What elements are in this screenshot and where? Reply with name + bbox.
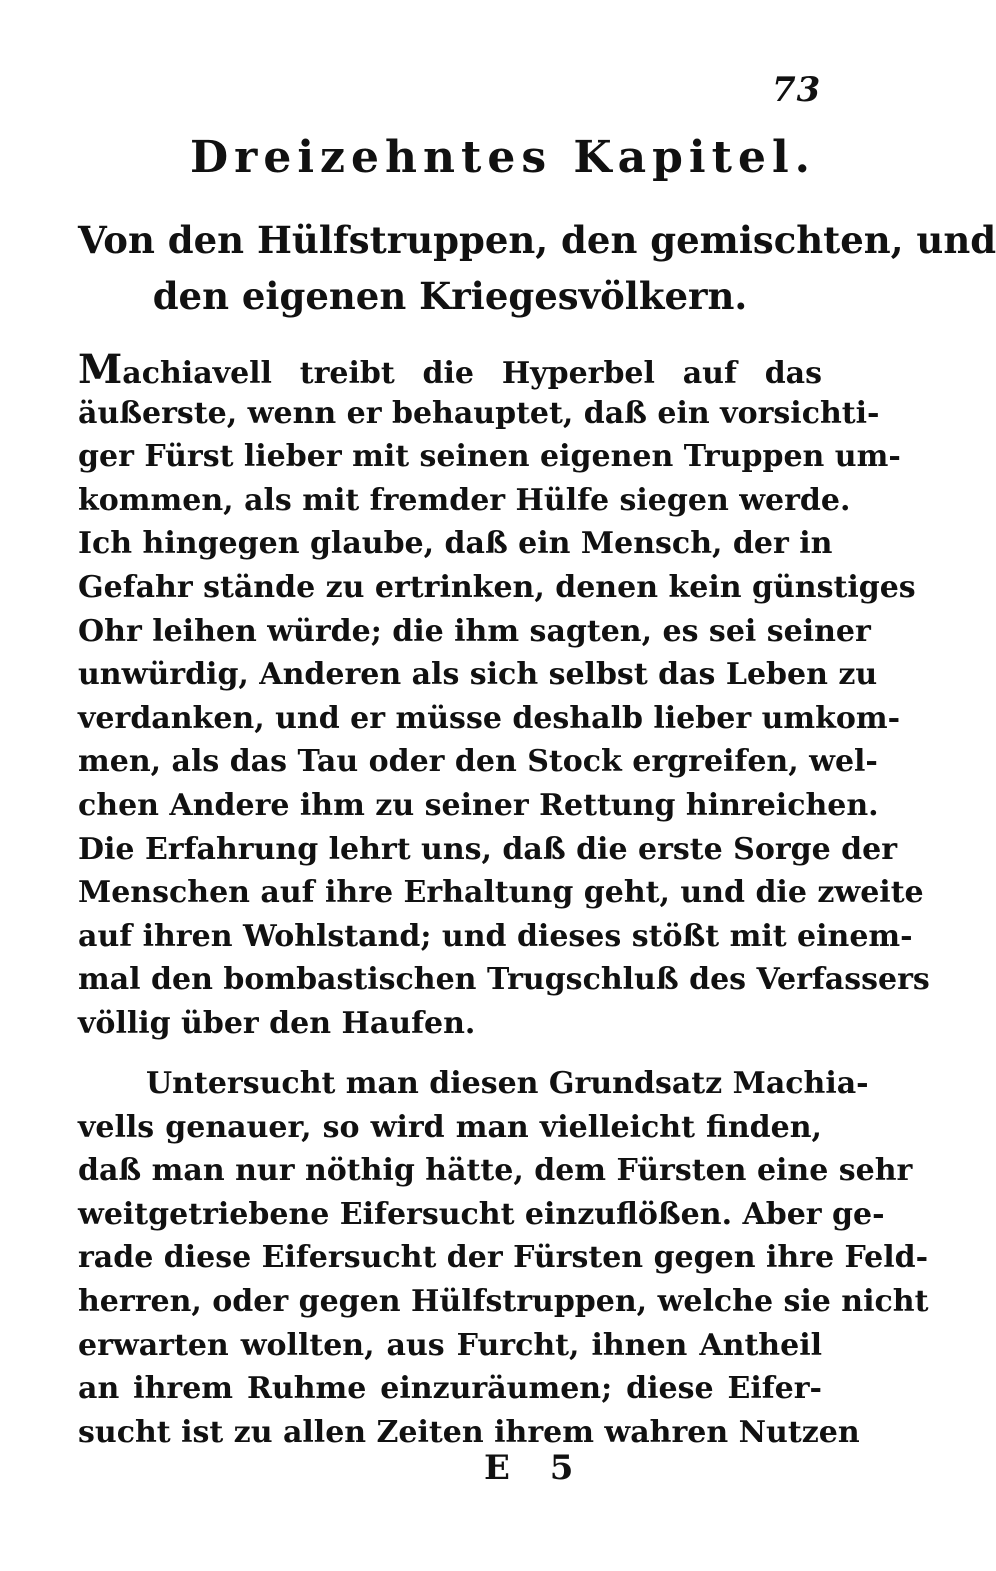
text-line: äußerste, wenn er behauptet, daß ein vorsichti-: [78, 395, 880, 431]
text-line: Ich hingegen glaube, daß ein Mensch, der in: [78, 526, 833, 562]
text-line: vells genauer, so wird man vielleicht finden,: [78, 1109, 822, 1145]
subtitle-line: Von den Hülfstruppen, den gemischten, und: [78, 218, 996, 262]
text-line: rade diese Eifersucht der Fürsten gegen ihre Feld-: [78, 1240, 929, 1276]
page-number: 73: [772, 70, 822, 110]
text-line: Machiavell treibt die Hyperbel auf das: [78, 346, 822, 393]
text-line: Gefahr stände zu ertrinken, denen kein günstiges: [78, 569, 916, 605]
text-line: erwarten wollten, aus Furcht, ihnen Antheil: [78, 1327, 822, 1363]
text-line: mal den bombastischen Trugschluß des Verfassers: [78, 962, 930, 998]
text-line: an ihrem Ruhme einzuräumen; diese Eifer-: [78, 1371, 822, 1407]
text-line: völlig über den Haufen.: [78, 1005, 476, 1041]
text-line: weitgetriebene Eifersucht einzuflößen. Aber ge-: [78, 1196, 885, 1232]
paragraph-1: [78, 346, 930, 1046]
text-line: sucht ist zu allen Zeiten ihrem wahren Nutzen: [78, 1414, 860, 1450]
text-line: Untersucht man diesen Grundsatz Machia-: [146, 1066, 869, 1101]
text-line: herren, oder gegen Hülfstruppen, welche sie nicht: [78, 1283, 929, 1319]
text-line: chen Andere ihm zu seiner Rettung hinreichen.: [78, 787, 879, 823]
text-line: unwürdig, Anderen als sich selbst das Leben zu: [78, 657, 878, 693]
signature-mark: E 5: [484, 1448, 588, 1488]
text-line: Die Erfahrung lehrt uns, daß die erste Sorge der: [78, 831, 898, 867]
text-line: men, als das Tau oder den Stock ergreifen, wel-: [78, 744, 878, 780]
chapter-subtitle: [78, 212, 996, 324]
text-line: Ohr leihen würde; die ihm sagten, es sei seiner: [78, 613, 871, 649]
text-line: verdanken, und er müsse deshalb lieber umkom-: [78, 700, 901, 736]
chapter-title: Dreizehntes Kapitel.: [190, 132, 816, 183]
subtitle-line: den eigenen Kriegesvölkern.: [152, 274, 748, 318]
text-line: Menschen auf ihre Erhaltung geht, und die zweite: [78, 875, 924, 911]
text-line: kommen, als mit fremder Hülfe siegen werde.: [78, 482, 851, 518]
text-line: ger Fürst lieber mit seinen eigenen Truppen um-: [78, 439, 901, 475]
paragraph-2: [78, 1062, 929, 1454]
text-line: auf ihren Wohlstand; und dieses stößt mit einem-: [78, 918, 913, 954]
text-line: daß man nur nöthig hätte, dem Fürsten eine sehr: [78, 1153, 913, 1189]
